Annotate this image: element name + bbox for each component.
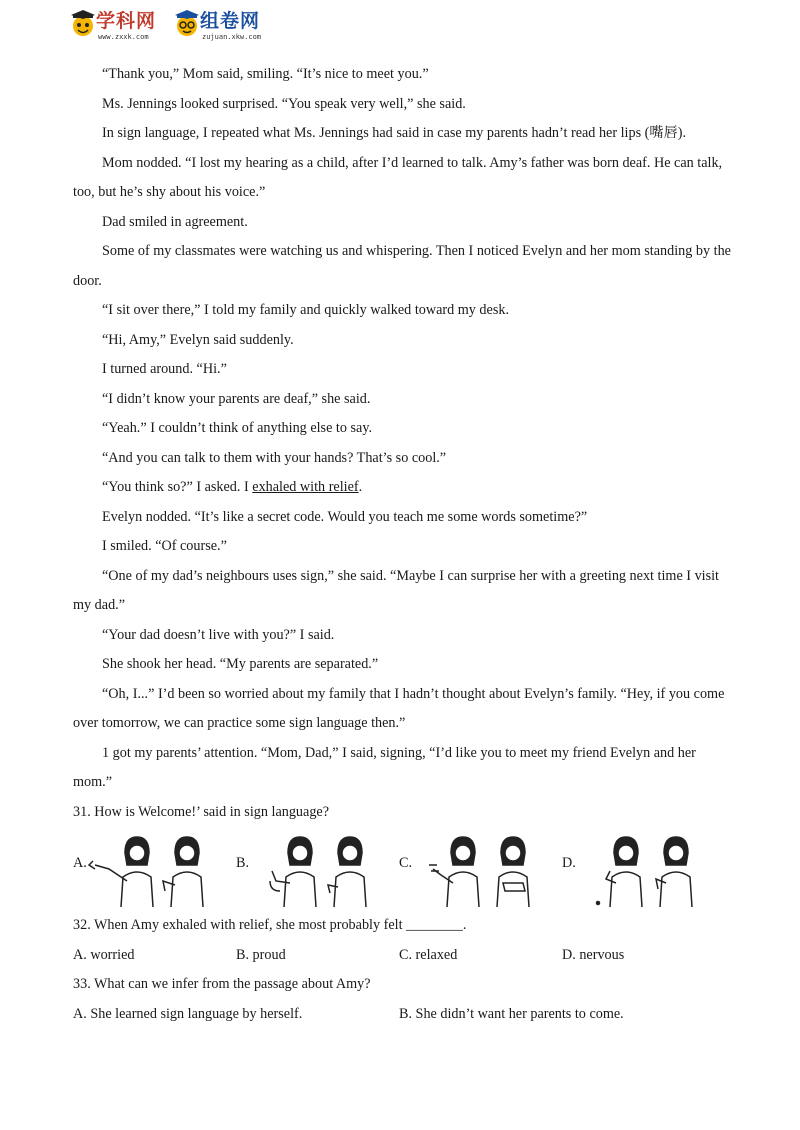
paragraph: Mom nodded. “I lost my hearing as a child, after I’d learned to talk. Amy’s father was born deaf. He can talk, too, but he’s shy about his voice.” [73,154,723,200]
header-logos [70,10,300,50]
paragraph-exhale [73,473,733,503]
passage [73,60,733,798]
option-c[interactable]: C. relaxed [399,946,458,963]
mascot-glasses-icon [174,10,200,40]
exhale-after: . [358,479,363,495]
paragraph: “Yeah.” I couldn’t think of anything else to say. [102,420,373,436]
paragraph: She shook her head. “My parents are separated.” [102,656,379,672]
answer-options [73,941,733,971]
question-stem: 31. How is Welcome!’ said in sign language? [73,803,330,820]
paragraph: Some of my classmates were watching us and whispering. Then I noticed Evelyn and her mom standing by the door. [73,243,731,289]
option-b[interactable]: B. She didn’t want her parents to come. [399,1005,624,1022]
option-letter: B. [236,855,250,871]
paragraph: Dad smiled in agreement. [102,213,248,230]
mascot-icon [70,10,96,40]
option-a[interactable]: A. worried [73,946,135,963]
paragraph: “Hi, Amy,” Evelyn said suddenly. [102,331,294,348]
document-body [73,60,733,1029]
option-letter: C. [399,855,413,871]
answer-options [73,1000,733,1030]
zujuan-url: zujuan.xkw.com [202,33,262,41]
paragraph: Ms. Jennings looked surprised. “You speak very well,” she said. [102,95,466,112]
question-33 [73,970,733,1029]
paragraph: Evelyn nodded. “It’s like a secret code. Would you teach me some words sometime?” [102,508,588,525]
paragraph: I smiled. “Of course.” [102,538,227,554]
option-c[interactable] [399,829,539,909]
question-32 [73,911,733,970]
option-d[interactable]: D. nervous [562,946,625,963]
sign-figures-a-icon [87,831,207,907]
zujuan-logo-text: 组卷网 [200,10,261,32]
paragraph: “I sit over there,” I told my family and quickly walked toward my desk. [102,302,509,318]
option-b[interactable]: B. proud [236,946,286,963]
paragraph: “One of my dad’s neighbours uses sign,” she said. “Maybe I can surprise her with a greeting next time I visit my dad.” [73,567,720,613]
option-a[interactable] [73,829,213,909]
option-d[interactable] [562,829,702,909]
zxxk-url: www.zxxk.com [98,33,149,41]
paragraph: I turned around. “Hi.” [102,361,227,377]
sign-figures-d-icon [576,831,696,907]
option-b[interactable] [236,829,376,909]
sign-figures-b-icon [250,831,370,907]
paragraph: “Thank you,” Mom said, smiling. “It’s nice to meet you.” [102,66,429,82]
paragraph: 1 got my parents’ attention. “Mom, Dad,” I said, signing, “I’d like you to meet my friend Evelyn and her mom.” [73,744,696,790]
option-letter: D. [562,855,576,871]
zujuan-logo[interactable] [174,10,260,40]
exhale-before: “You think so?” I asked. I [102,479,253,495]
paragraph: “And you can talk to them with your hands? That’s so cool.” [102,449,447,466]
option-letter: A. [73,855,87,871]
paragraph: “Oh, I...” I’d been so worried about my family that I hadn’t thought about Evelyn’s family. “Hey, if you come over tomorrow, we can practice some sign language then.” [73,685,725,731]
sign-figures-c-icon [413,831,533,907]
question-stem: 32. When Amy exhaled with relief, she most probably felt ________. [73,917,467,933]
underlined-phrase: exhaled with relief [252,479,359,495]
image-options [73,829,733,909]
question-31 [73,798,733,910]
option-a[interactable]: A. She learned sign language by herself. [73,1005,303,1022]
zxxk-logo-text: 学科网 [96,10,157,32]
question-stem: 33. What can we infer from the passage about Amy? [73,976,371,992]
paragraph: “Your dad doesn’t live with you?” I said. [102,626,335,643]
paragraph: “I didn’t know your parents are deaf,” she said. [102,390,371,407]
paragraph: In sign language, I repeated what Ms. Jennings had said in case my parents hadn’t read her lips (嘴唇). [102,125,687,141]
zxxk-logo[interactable] [70,10,156,40]
